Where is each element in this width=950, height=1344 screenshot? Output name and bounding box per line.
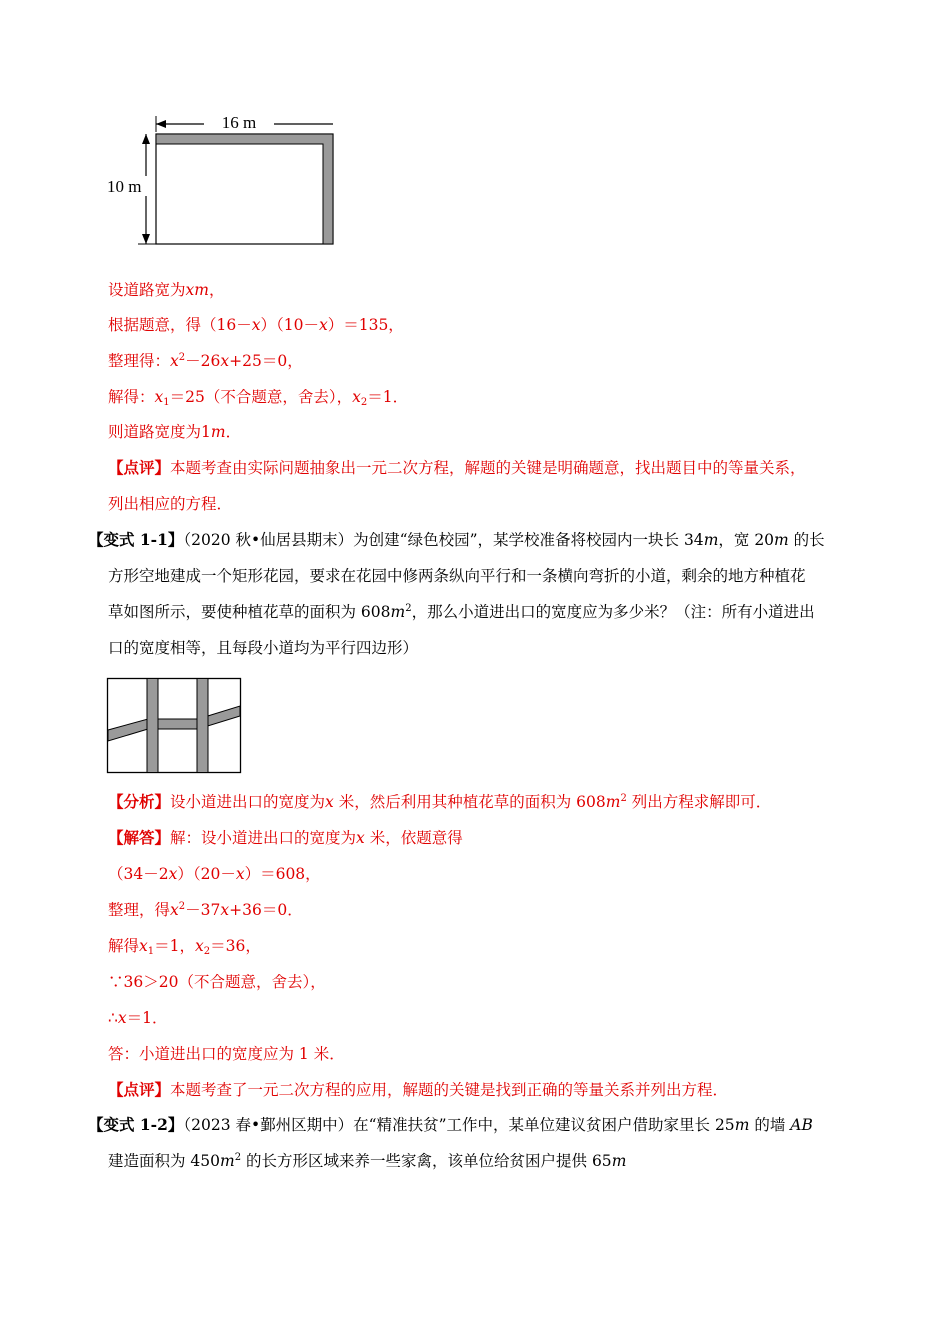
solution2-analysis: 【分析】设小道进出口的宽度为x 米，然后利用其种植花草的面积为 $608m^2$ 列出方程求解即可． — [108, 792, 772, 811]
variant11-line1: 【变式 1-1】（2020 秋•仙居县期末）为创建“绿色校园”，某学校准备将校园内一块长 34m，宽 20m 的长 — [88, 530, 825, 549]
variant11-line4: 口的宽度相等，且每段小道均为平行四边形） — [108, 639, 419, 657]
solution1-comment-cont: 列出相应的方程． — [108, 495, 233, 513]
analysis-tag: 【分析】 — [108, 792, 171, 811]
solution1-line4: 解得：$x_1=25$（不合题意，舍去），$x_2=1$． — [108, 388, 409, 408]
solution2-eq1: （34－2x）（20－x）＝608， — [108, 865, 321, 883]
solution2-final: 答：小道进出口的宽度应为 1 米． — [108, 1045, 345, 1063]
solution1-line5: 则道路宽度为1m． — [108, 423, 242, 441]
solution2-eq4: ∵36＞20（不合题意，舍去）， — [108, 973, 326, 991]
solution1-line2: 根据题意，得（16－x）（10－x）＝135， — [108, 316, 404, 334]
solution2-eq3: 解得$x_1=1$，$x_2=36$， — [108, 937, 261, 957]
comment-tag: 【点评】 — [108, 458, 171, 477]
variant12-line2: 建造面积为 $450m^2$ 的长方形区域来养一些家禽，该单位给贫困户提供 65m — [108, 1152, 627, 1170]
garden-path-figure-1 — [100, 104, 340, 250]
variant12-tag: 【变式 1-2】 — [88, 1115, 184, 1134]
width-label: 16 m — [221, 113, 257, 132]
solution2-eq2: 整理，得$x^2-37x+36=0$． — [108, 901, 303, 919]
height-label: 10 m — [107, 177, 142, 196]
solution1-line3: 整理得：$x^2-26x+25=0$， — [108, 352, 303, 370]
solution2-eq5: ∴x＝1． — [108, 1009, 168, 1027]
variant12-line1: 【变式 1-2】（2023 春•鄞州区期中）在“精准扶贫”工作中，某单位建议贫困户借助家里长 25m 的墙 AB — [88, 1115, 813, 1134]
solution1-line1: 设道路宽为xm， — [108, 281, 225, 299]
variant11-line2: 方形空地建成一个矩形花园，要求在花园中修两条纵向平行和一条横向弯折的小道，剩余的地方种植花 — [108, 567, 806, 585]
variant11-tag: 【变式 1-1】 — [88, 530, 184, 549]
solution2-answer: 【解答】解：设小道进出口的宽度为x 米，依题意得 — [108, 828, 463, 847]
garden-path-figure-2 — [106, 677, 242, 774]
answer-tag: 【解答】 — [108, 828, 171, 847]
comment-tag-2: 【点评】 — [108, 1080, 171, 1099]
solution2-comment: 【点评】本题考查了一元二次方程的应用，解题的关键是找到正确的等量关系并列出方程． — [108, 1080, 729, 1099]
solution1-comment: 【点评】本题考查由实际问题抽象出一元二次方程，解题的关键是明确题意，找出题目中的等量关系， — [108, 458, 806, 477]
variant11-line3: 草如图所示，要使种植花草的面积为 $608m^2$，那么小道进出口的宽度应为多少米？（注：所有小道进出 — [108, 603, 815, 621]
